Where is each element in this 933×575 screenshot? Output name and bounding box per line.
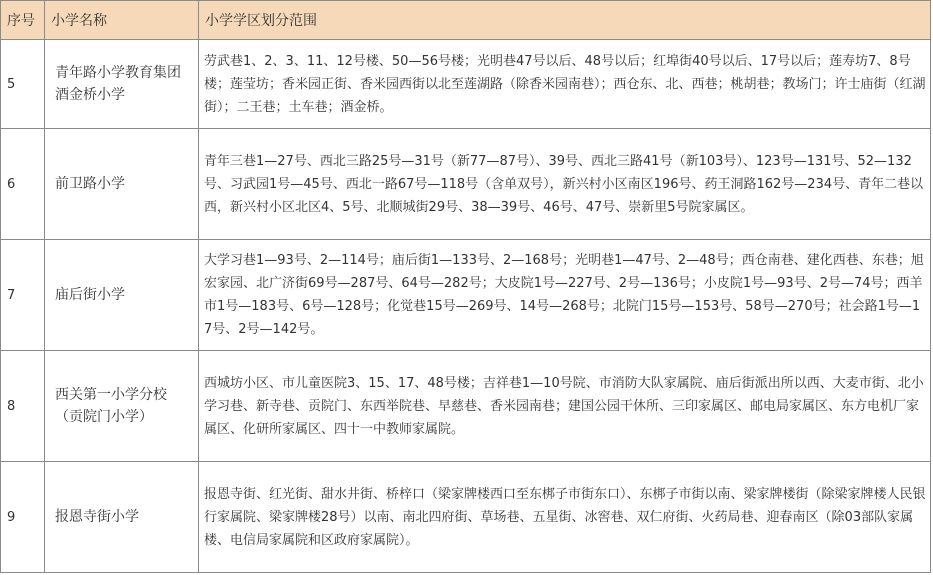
table-row bbox=[1, 351, 931, 462]
row-number: 9 bbox=[1, 462, 45, 573]
district-range: 大学习巷1—93号、2—114号；庙后街1—133号、2—168号；光明巷1—47号、2—48号；西仓南巷、建化西巷、东巷；旭宏家园、北广济街69号—287号、64号—282号；大皮院1号—227号、2号—136号；小皮院1号—93号、2号—74号；西羊市1号—183号、6号—128号；化觉巷15号—269号、14号—268号；北院门15号—153号、58号—270号；社会路1号—17号、2号—142号。 bbox=[199, 240, 931, 351]
row-number: 7 bbox=[1, 240, 45, 351]
district-range: 劳武巷1、2、3、11、12号楼、50—56号楼；光明巷47号以后、48号以后；红埠街40号以后、17号以后；莲寿坊7、8号楼；莲莹坊；香米园正街、香米园西街以北至莲湖路（除香米园南巷）；西仓东、北、西巷；桃胡巷；教场门；许士庙街（红湖街）；二王巷；土车巷；酒金桥。 bbox=[199, 40, 931, 129]
school-name: 西关第一小学分校（贡院门小学） bbox=[45, 351, 199, 462]
row-number: 6 bbox=[1, 129, 45, 240]
district-range: 西城坊小区、市儿童医院3、15、17、48号楼；吉祥巷1—10号院、市消防大队家属院、庙后街派出所以西、大麦市街、北小学习巷、新寺巷、贡院门、东西举院巷、早慈巷、香米园南巷；建国公园干休所、三印家属区、邮电局家属区、东方电机厂家属区、化研所家属区、四十一中教师家属院。 bbox=[199, 351, 931, 462]
district-range: 报恩寺街、红光街、甜水井街、桥梓口（梁家牌楼西口至东梆子市街东口）、东梆子市街以南、梁家牌楼街（除梁家牌楼人民银行家属院、梁家牌楼28号）以南、南北四府街、草场巷、五星街、冰窖巷、双仁府街、火药局巷、迎春南区（除03部队家属楼、电信局家属院和区政府家属院）。 bbox=[199, 462, 931, 573]
header-school-name: 小学名称 bbox=[45, 1, 199, 40]
table-row bbox=[1, 240, 931, 351]
table-header-row bbox=[1, 1, 931, 40]
school-name: 前卫路小学 bbox=[45, 129, 199, 240]
header-no: 序号 bbox=[1, 1, 45, 40]
table-row bbox=[1, 462, 931, 573]
school-name: 青年路小学教育集团酒金桥小学 bbox=[45, 40, 199, 129]
header-district-range: 小学学区划分范围 bbox=[199, 1, 931, 40]
school-name: 庙后街小学 bbox=[45, 240, 199, 351]
row-number: 8 bbox=[1, 351, 45, 462]
district-range: 青年三巷1—27号、西北三路25号—31号（新77—87号）、39号、西北三路41号（新103号）、123号—131号、52—132号、习武园1号—45号、西北一路67号—118号（含单双号），新兴村小区南区196号、药王洞路162号—234号、青年二巷以西，新兴村小区北区4、5号、北顺城街29号、38—39号、46号、47号、崇新里5号院家属区。 bbox=[199, 129, 931, 240]
row-number: 5 bbox=[1, 40, 45, 129]
table-row bbox=[1, 129, 931, 240]
table-row bbox=[1, 40, 931, 129]
school-name: 报恩寺街小学 bbox=[45, 462, 199, 573]
